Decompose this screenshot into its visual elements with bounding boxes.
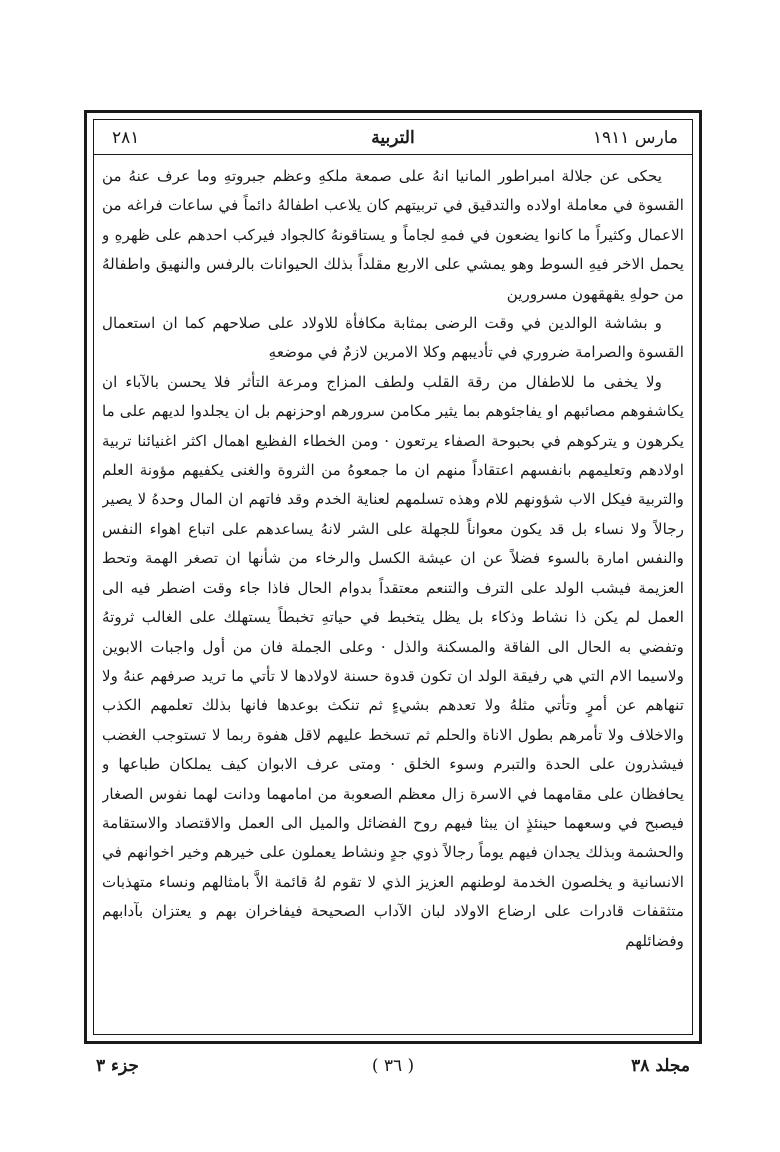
paragraph-1: يحكى عن جلالة امبراطور المانيا انهُ على صمعة ملكهِ وعظم جبروتهِ وما عرف عنهُ من القسوة في معاملة اولاده والتدقيق في تربيتهم كان يلاعب اطفالهُ دائماً في ساعات فراغه من الاعمال وكثيراً ما كانوا يضعون في فمهِ لجاماً و يستاقونهُ كالجواد فيركب احدهم على ظهرهِ و يحمل الاخر فيهِ السوط وهو يمشي على الاربع مقلداً بذلك الحيوانات بالرفس والنهيق واطفالهُ من حولهِ يقهقهون مسرورين bbox=[102, 167, 684, 303]
page-footer bbox=[84, 1050, 702, 1080]
footer-part: جزء ٣ bbox=[96, 1056, 139, 1076]
footer-issue-number: ( ٣٦ ) bbox=[371, 1056, 415, 1076]
paragraph-3: ولا يخفى ما للاطفال من رقة القلب ولطف المزاج ومرعة التأثر فلا يحسن بالآباء ان يكاشفوهم مصائبهم او يفاجئوهم بما يثير مكامن سرورهم اوحزنهم بل ان يجلدوا لديهم على ما يكرهون و يتركوهم في بحبوحة الصفاء يرتعون · ومن الخطاء الفظيع اهمال اكثر اغنيائنا تربية اولادهم وتعليمهم بانفسهم اعتقاداً منهم ان ما جمعوهُ من الثروة والغنى يكفيهم مؤونة العلم والتربية فيكل الاب شؤونهم للام وهذه تسلمهم لعناية الخدم وقد فاتهم ان المال وحدهُ لا يصير رجالاً ولا نساء بل قد يكون معواناً للجهلة على الشر لانهُ يساعدهم على اتباع اهواء النفس والنفس امارة بالسوء فضلاً عن ان عيشة الكسل والرخاء من شأنها ان تصغر الهمة وتحط العزيمة فيشب الولد على الترف والتنعم معتقداً بدوام الحال فاذا جاء وقت اضطر فيه الى العمل لم يكن ذا نشاط وذكاء بل يظل يتخبط في حياتهِ تخبطاً يستهلك على الغالب ثروتهُ وتفضي به الحال الى الفاقة والمسكنة والذل · وعلى الجملة فان من أول واجبات الابوين ولاسيما الام التي هي رفيقة الولد ان تكون قدوة حسنة لاولادها لا تأتي ما تريد صرفهم عنهُ ولا تنهاهم عن أمرٍ وتأتي مثلهُ ولا تعدهم بشيءٍ ثم تنكث بوعدها فانها بذلك تعلمهم الكذب والاخلاف ولا تأمرهم بطول الاناة والحلم ثم تسخط عليهم لاقل هفوة ربما لا تستوجب الغضب فيشذرون على الحدة والتبرم وسوء الخلق · ومتى عرف الابوان كيف يملكان طباعها و يحافظان على مقامهما في الاسرة زال معظم الصعوبة من امامهما ودانت لهما نفوس الصغار فيصبح في وسعهما حينئذٍ ان يبثا فيهم روح الفضائل والميل الى العمل والاقتصاد والاستقامة والحشمة وبذلك يجدان فيهم يوماً رجالاً ذوي جدٍ ونشاط يعملون على خيرهم وخير اخوانهم في الانسانية و يخلصون الخدمة لوطنهم العزيز الذي لا تقوم لهُ قائمة الاَّ بامثالهم ونساء متهذبات متثقفات قادرات على ارضاع الاولاد لبان الآداب الصحيحة فيفاخران بهم و يعتزان بآدابهم وفضائلهم bbox=[102, 372, 684, 950]
page-frame-inner bbox=[93, 119, 693, 1035]
header-date: مارس ١٩١١ bbox=[592, 128, 678, 148]
footer-volume: مجلد ٣٨ bbox=[631, 1056, 690, 1076]
article-body bbox=[102, 162, 684, 1026]
header-page-number: ٢٨١ bbox=[112, 128, 140, 148]
header-title: التربية bbox=[371, 128, 415, 148]
running-header bbox=[94, 120, 692, 155]
page-frame bbox=[84, 110, 702, 1044]
paragraph-2: و بشاشة الوالدين في وقت الرضى بمثابة مكافأة للاولاد على صلاحهم كما ان استعمال القسوة والصرامة ضروري في تأديبهم وكلا الامرين لازمٌ في موضعهِ bbox=[102, 314, 684, 362]
